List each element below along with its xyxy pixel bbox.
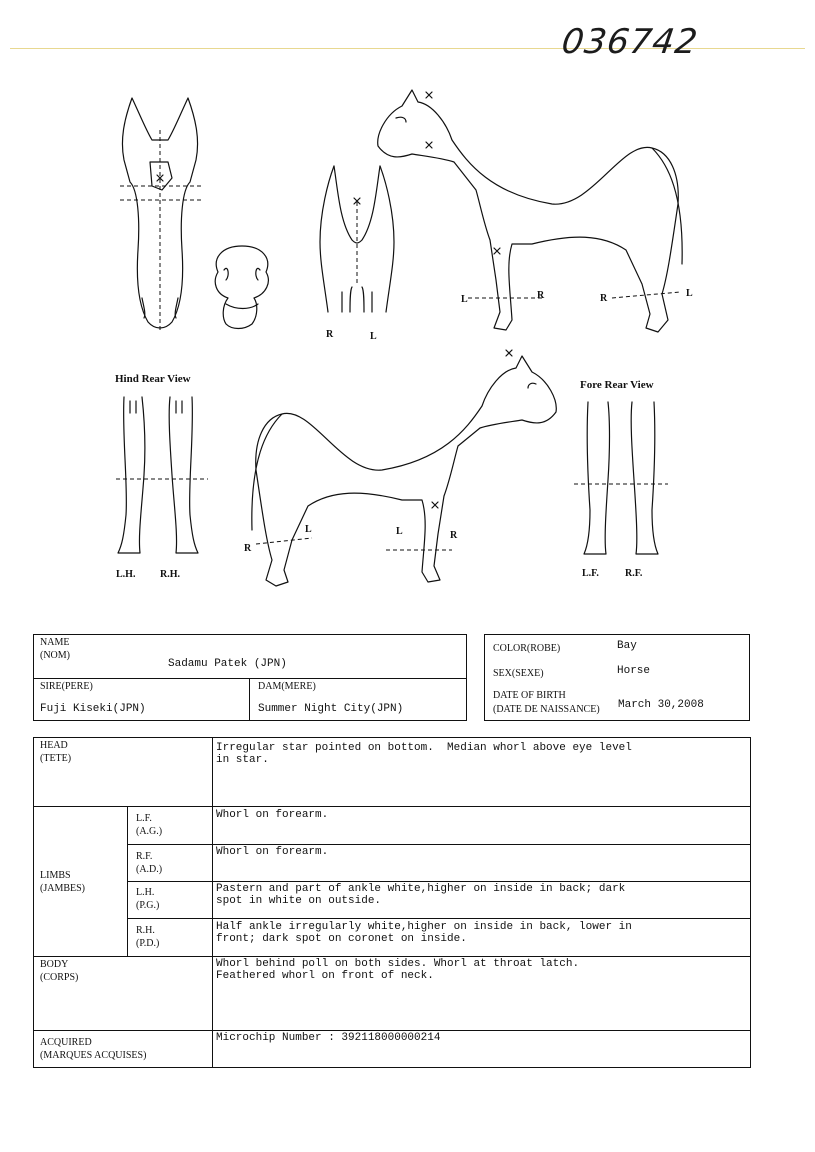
horse-muzzle-view bbox=[208, 242, 278, 332]
fore-label-lf: L.F. bbox=[582, 568, 599, 579]
horse-side-view-right bbox=[236, 334, 566, 590]
side1-label-left-front: L bbox=[461, 294, 468, 305]
fore-rear-view-legs bbox=[572, 400, 672, 560]
hind-rear-view-title: Hind Rear View bbox=[115, 373, 191, 385]
dob-label-fr: (DATE DE NAISSANCE) bbox=[493, 704, 600, 715]
dam-label: DAM(MERE) bbox=[258, 681, 316, 692]
body-label-fr: (CORPS) bbox=[40, 972, 79, 983]
body-text: Whorl behind poll on both sides. Whorl at throat latch. Feathered whorl on front of neck. bbox=[216, 958, 580, 982]
limb-text-rf: Whorl on forearm. bbox=[216, 846, 329, 858]
limb-code-fr-rh: (P.D.) bbox=[136, 938, 160, 949]
chest-label-left: L bbox=[370, 331, 377, 342]
color-label: COLOR(ROBE) bbox=[493, 643, 561, 654]
acquired-text: Microchip Number : 392118000000214 bbox=[216, 1032, 441, 1044]
chest-label-right: R bbox=[326, 329, 334, 340]
row-divider-head bbox=[33, 806, 751, 807]
body-label: BODY bbox=[40, 959, 69, 970]
row-divider-lf bbox=[127, 844, 751, 845]
name-label: NAME bbox=[40, 637, 70, 648]
markings-col-divider bbox=[212, 737, 213, 1068]
name-value: Sadamu Patek (JPN) bbox=[168, 658, 287, 670]
limb-code-fr-rf: (A.D.) bbox=[136, 864, 163, 875]
side2-label-right-hind: R bbox=[244, 543, 252, 554]
sex-label: SEX(SEXE) bbox=[493, 668, 544, 679]
limb-code-fr-lf: (A.G.) bbox=[136, 826, 163, 837]
hind-rear-view-legs bbox=[112, 395, 212, 560]
limb-code-lf: L.F. bbox=[136, 813, 152, 824]
color-value: Bay bbox=[617, 640, 637, 652]
side1-label-right-front: R bbox=[537, 290, 545, 301]
limb-code-rf: R.F. bbox=[136, 851, 153, 862]
dam-value: Summer Night City(JPN) bbox=[258, 703, 404, 715]
side1-label-left-hind: L bbox=[686, 288, 693, 299]
limb-text-rh: Half ankle irregularly white,higher on inside in back, lower in front; dark spot on coronet on inside. bbox=[216, 921, 632, 945]
row-divider-rf bbox=[127, 881, 751, 882]
acquired-label: ACQUIRED bbox=[40, 1037, 92, 1048]
dob-value: March 30,2008 bbox=[618, 699, 704, 711]
name-label-fr: (NOM) bbox=[40, 650, 70, 661]
side2-label-left-hind: L bbox=[305, 524, 312, 535]
sire-dam-divider bbox=[249, 678, 250, 721]
hind-label-rh: R.H. bbox=[160, 569, 180, 580]
side2-label-left-front: L bbox=[396, 526, 403, 537]
document-number: 036742 bbox=[559, 22, 701, 62]
horse-head-front-view bbox=[110, 90, 210, 340]
row-divider-body bbox=[33, 1030, 751, 1031]
sire-value: Fuji Kiseki(JPN) bbox=[40, 703, 146, 715]
limb-text-lh: Pastern and part of ankle white,higher on inside in back; dark spot in white on outside. bbox=[216, 883, 626, 907]
limbs-label-fr: (JAMBES) bbox=[40, 883, 86, 894]
head-text: Irregular star pointed on bottom. Median whorl above eye level in star. bbox=[216, 742, 632, 766]
limb-code-lh: L.H. bbox=[136, 887, 155, 898]
limb-code-rh: R.H. bbox=[136, 925, 155, 936]
identity-divider bbox=[33, 678, 467, 679]
hind-label-lh: L.H. bbox=[116, 569, 136, 580]
head-label: HEAD bbox=[40, 740, 68, 751]
dob-label: DATE OF BIRTH bbox=[493, 690, 566, 701]
limbs-label: LIMBS bbox=[40, 870, 71, 881]
side1-label-right-hind: R bbox=[600, 293, 608, 304]
sire-label: SIRE(PERE) bbox=[40, 681, 93, 692]
head-label-fr: (TETE) bbox=[40, 753, 72, 764]
side2-label-right-front: R bbox=[450, 530, 458, 541]
fore-rear-view-title: Fore Rear View bbox=[580, 379, 654, 391]
sex-value: Horse bbox=[617, 665, 651, 677]
acquired-label-fr: (MARQUES ACQUISES) bbox=[40, 1050, 147, 1061]
row-divider-lh bbox=[127, 918, 751, 919]
limb-code-fr-lh: (P.G.) bbox=[136, 900, 160, 911]
limb-text-lf: Whorl on forearm. bbox=[216, 809, 329, 821]
row-divider-limbs bbox=[33, 956, 751, 957]
fore-label-rf: R.F. bbox=[625, 568, 643, 579]
